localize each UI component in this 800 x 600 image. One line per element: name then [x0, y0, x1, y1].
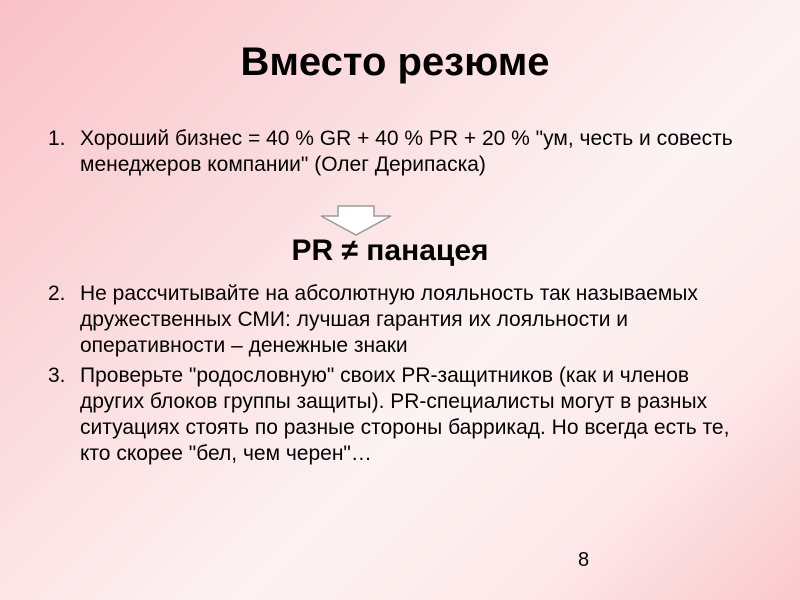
- list-item-2: [48, 281, 748, 359]
- list-item-1: [48, 126, 748, 178]
- list-item-number: 2.: [48, 282, 66, 305]
- list-item-number: 3.: [48, 364, 66, 387]
- callout-text: PR ≠ панацея: [291, 234, 489, 267]
- slide-title: Вместо резюме: [240, 40, 550, 84]
- list-item-number: 1.: [48, 127, 66, 150]
- list-item-text: Хороший бизнес = 40 % GR + 40 % PR + 20 % "ум, честь и совесть менеджеров компании" (Олег Дерипаска): [80, 127, 733, 176]
- list-item-3: [48, 363, 748, 467]
- page-number: 8: [578, 549, 590, 571]
- list-item-text: Проверьте "родословную" своих PR-защитников (как и членов других блоков группы защиты). PR-специалисты могут в разных ситуациях стоять по разные стороны баррикад. Но всегда есть те, кто скорее "бел, чем черен"…: [80, 364, 730, 465]
- list-item-text: Не рассчитывайте на абсолютную лояльность так называемых дружественных СМИ: лучшая гарантия их лояльности и оперативности – денежные знаки: [80, 282, 698, 357]
